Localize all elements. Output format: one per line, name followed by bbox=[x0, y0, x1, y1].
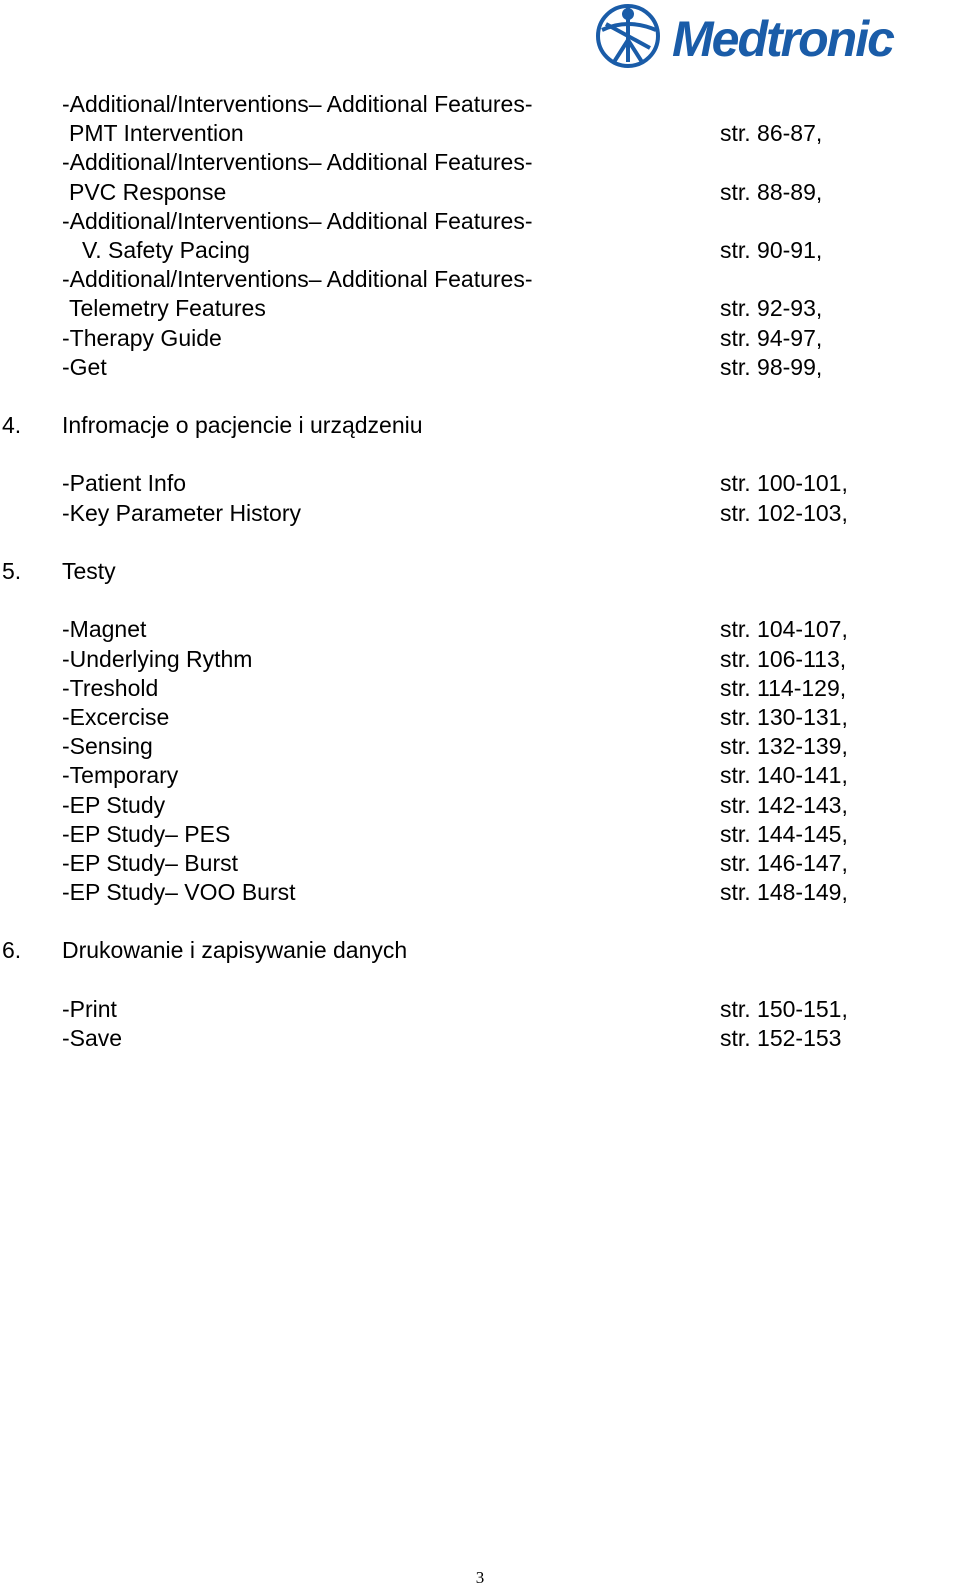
toc-entry-label: -Underlying Rythm bbox=[62, 645, 253, 672]
toc-entry bbox=[0, 615, 960, 644]
page-number: 3 bbox=[475, 1568, 485, 1587]
toc-entry bbox=[0, 236, 960, 265]
toc-entry bbox=[0, 499, 960, 528]
toc-entry-label: -Key Parameter History bbox=[62, 499, 302, 526]
toc-entry-label: -Therapy Guide bbox=[62, 324, 222, 351]
toc-entry bbox=[0, 645, 960, 674]
toc-entry-page-ref: str. 130-131, bbox=[720, 703, 848, 730]
toc-entry bbox=[0, 294, 960, 323]
toc-entry-label: -Treshold bbox=[62, 674, 159, 701]
medtronic-logo-graphic bbox=[592, 0, 960, 74]
toc-entry-label: -EP Study– VOO Burst bbox=[62, 879, 296, 906]
toc-entry-label: PMT Intervention bbox=[69, 120, 244, 147]
toc-entry-label: -Additional/Interventions– Additional Features- bbox=[62, 266, 533, 293]
section-title: Infromacje o pacjencie i urządzeniu bbox=[62, 412, 423, 439]
toc-entry-label: -Get bbox=[62, 353, 107, 380]
toc-entry-page-ref: str. 152-153 bbox=[720, 1025, 842, 1051]
toc-entry-page-ref: str. 146-147, bbox=[720, 849, 848, 876]
toc-spacer bbox=[0, 586, 960, 615]
toc-entry-label: Telemetry Features bbox=[69, 295, 266, 322]
toc-entry-page-ref: str. 106-113, bbox=[720, 645, 847, 672]
toc-entry-page-ref: str. 90-91, bbox=[720, 236, 823, 263]
toc-entry-page-ref: str. 100-101, bbox=[720, 470, 848, 497]
toc-entry bbox=[0, 469, 960, 498]
toc-entry-label: -Temporary bbox=[62, 762, 179, 789]
toc-section-heading bbox=[0, 411, 960, 440]
toc-entry bbox=[0, 119, 960, 148]
table-of-contents bbox=[0, 90, 960, 1053]
toc-entry-label: -EP Study– PES bbox=[62, 820, 231, 847]
toc-entry-label: -EP Study– Burst bbox=[62, 849, 238, 876]
toc-entry bbox=[0, 820, 960, 849]
toc-entry bbox=[0, 761, 960, 790]
logo-wordmark: Medtronic bbox=[672, 11, 893, 67]
toc-entry-label: -Sensing bbox=[62, 733, 153, 760]
toc-entry bbox=[0, 207, 960, 236]
toc-entry-page-ref: str. 148-149, bbox=[720, 879, 848, 906]
toc-section-heading bbox=[0, 936, 960, 965]
toc-entry-page-ref: str. 98-99, bbox=[720, 353, 823, 380]
section-number: 4. bbox=[2, 412, 22, 439]
toc-entry-page-ref: str. 102-103, bbox=[720, 499, 848, 526]
toc-entry-page-ref: str. 86-87, bbox=[720, 120, 823, 147]
toc-entry bbox=[0, 265, 960, 294]
toc-entry bbox=[0, 703, 960, 732]
toc-entry bbox=[0, 178, 960, 207]
toc-entry bbox=[0, 878, 960, 907]
toc-entry-page-ref: str. 142-143, bbox=[720, 791, 848, 818]
toc-entry-label: -Additional/Interventions– Additional Features- bbox=[62, 149, 533, 176]
toc-entry-label: -Additional/Interventions– Additional Features- bbox=[62, 91, 533, 117]
toc-entry bbox=[0, 90, 960, 119]
toc-spacer bbox=[0, 528, 960, 557]
toc-entry bbox=[0, 324, 960, 353]
toc-spacer bbox=[0, 382, 960, 411]
toc-entry-page-ref: str. 92-93, bbox=[720, 295, 823, 322]
toc-entry-label: -Additional/Interventions– Additional Features- bbox=[62, 207, 533, 234]
toc-entry-label: -Excercise bbox=[62, 703, 170, 730]
section-title: Drukowanie i zapisywanie danych bbox=[62, 937, 408, 964]
toc-entry-label: -Patient Info bbox=[62, 470, 187, 497]
toc-entry-label: -Print bbox=[62, 995, 117, 1022]
toc-entry-label: -EP Study bbox=[62, 791, 166, 818]
toc-entry bbox=[0, 849, 960, 878]
toc-spacer bbox=[0, 907, 960, 936]
toc-entry bbox=[0, 791, 960, 820]
toc-entry-label: -Save bbox=[62, 1025, 123, 1051]
section-title: Testy bbox=[62, 558, 116, 584]
toc-entry-page-ref: str. 88-89, bbox=[720, 178, 823, 205]
toc-spacer bbox=[0, 966, 960, 995]
toc-entry-page-ref: str. 140-141, bbox=[720, 762, 848, 789]
toc-entry bbox=[0, 995, 960, 1024]
toc-entry-page-ref: str. 94-97, bbox=[720, 324, 823, 351]
toc-entry-label: -Magnet bbox=[62, 616, 147, 643]
toc-entry-page-ref: str. 132-139, bbox=[720, 733, 848, 760]
toc-entry-label: PVC Response bbox=[69, 178, 227, 205]
toc-entry-page-ref: str. 150-151, bbox=[720, 995, 848, 1022]
medtronic-logo bbox=[592, 0, 960, 74]
section-number: 6. bbox=[2, 937, 22, 964]
toc-spacer bbox=[0, 440, 960, 469]
toc-entry-page-ref: str. 104-107, bbox=[720, 616, 848, 643]
section-number: 5. bbox=[2, 558, 22, 584]
toc-section-heading bbox=[0, 557, 960, 586]
toc-entry bbox=[0, 353, 960, 382]
toc-entry bbox=[0, 674, 960, 703]
toc-entry bbox=[0, 148, 960, 177]
toc-entry-page-ref: str. 114-129, bbox=[720, 674, 847, 701]
toc-entry bbox=[0, 1024, 960, 1053]
toc-entry-label: V. Safety Pacing bbox=[82, 236, 250, 263]
toc-entry-page-ref: str. 144-145, bbox=[720, 820, 848, 847]
toc-entry bbox=[0, 732, 960, 761]
